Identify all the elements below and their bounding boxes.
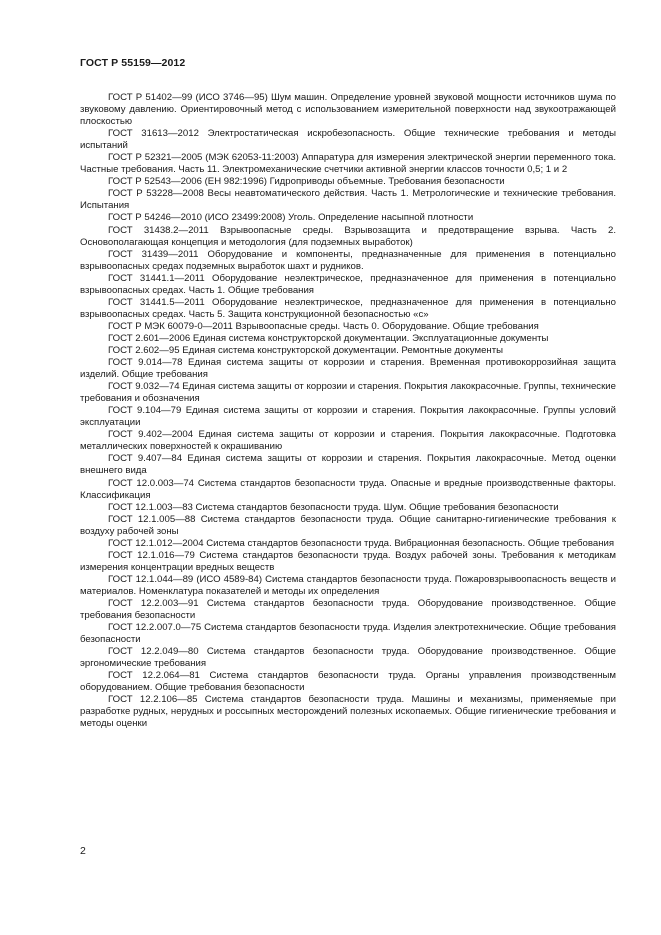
reference-item: ГОСТ Р 51402—99 (ИСО 3746—95) Шум машин. Определение уровней звуковой мощности источников шума по звуковому давлению. Ориентировочный метод с использованием измерительной поверхности над звукоотражающей плоскостью bbox=[80, 92, 616, 128]
reference-item: ГОСТ Р МЭК 60079-0—2011 Взрывоопасные среды. Часть 0. Оборудование. Общие требования bbox=[108, 320, 539, 332]
reference-item: ГОСТ Р 52321—2005 (МЭК 62053-11:2003) Аппаратура для измерения электрической энергии переменного тока. Частные требования. Часть 11. Электромеханические счетчики активной энергии классов точности 0,5; 1 и 2 bbox=[80, 152, 616, 176]
reference-item: ГОСТ 31439—2011 Оборудование и компоненты, предназначенные для применения в потенциально взрывоопасных средах подземных выработок шахт и рудников. bbox=[80, 248, 616, 272]
reference-item: ГОСТ 12.2.003—91 Система стандартов безопасности труда. Оборудование производственное. Общие требования безопасности bbox=[80, 597, 616, 622]
reference-item: ГОСТ Р 52543—2006 (ЕН 982:1996) Гидроприводы объемные. Требования безопасности bbox=[108, 176, 505, 188]
reference-item: ГОСТ 9.402—2004 Единая система защиты от коррозии и старения. Покрытия лакокрасочные. Подготовка металлических поверхностей к окрашиванию bbox=[80, 429, 616, 453]
reference-item: ГОСТ 31441.1—2011 Оборудование неэлектрическое, предназначенное для применения в потенциально взрывоопасных средах. Часть 1. Общие требования bbox=[80, 272, 616, 296]
reference-item: ГОСТ 12.2.064—81 Система стандартов безопасности труда. Органы управления производственным оборудованием. Общие требования безопасности bbox=[80, 670, 616, 694]
reference-item: ГОСТ 12.2.106—85 Система стандартов безопасности труда. Машины и механизмы, применяемые при разработке рудных, нерудных и россыпных месторождений полезных ископаемых. Общие гигиенические требования и методы оценки bbox=[80, 694, 616, 730]
reference-item: ГОСТ 12.2.007.0—75 Система стандартов безопасности труда. Изделия электротехнические. Общие требования безопасности bbox=[80, 622, 616, 646]
reference-item: ГОСТ Р 54246—2010 (ИСО 23499:2008) Уголь. Определение насыпной плотности bbox=[108, 212, 474, 224]
reference-item: ГОСТ 12.0.003—74 Система стандартов безопасности труда. Опасные и вредные производственные факторы. Классификация bbox=[80, 477, 616, 501]
reference-item: ГОСТ 12.1.044—89 (ИСО 4589-84) Система стандартов безопасности труда. Пожаровзрывоопасность веществ и материалов. Номенклатура показателей и методы их определения bbox=[80, 573, 616, 597]
reference-item: ГОСТ 12.1.005—88 Система стандартов безопасности труда. Общие санитарно-гигиенические требования к воздуху рабочей зоны bbox=[80, 513, 616, 537]
reference-item: ГОСТ 2.601—2006 Единая система конструкторской документации. Эксплуатационные документы bbox=[108, 332, 549, 344]
reference-item: ГОСТ 31441.5—2011 Оборудование неэлектрическое, предназначенное для применения в потенциально взрывоопасных средах. Часть 5. Защита конструкционной безопасностью «с» bbox=[80, 296, 616, 320]
reference-item: ГОСТ 31613—2012 Электростатическая искробезопасность. Общие технические требования и методы испытаний bbox=[80, 128, 616, 152]
reference-item: ГОСТ Р 53228—2008 Весы неавтоматического действия. Часть 1. Метрологические и технические требования. Испытания bbox=[80, 188, 616, 212]
reference-item: ГОСТ 9.407—84 Единая система защиты от коррозии и старения. Покрытия лакокрасочные. Метод оценки внешнего вида bbox=[80, 453, 616, 477]
reference-item: ГОСТ 12.1.016—79 Система стандартов безопасности труда. Воздух рабочей зоны. Требования к методикам измерения концентрации вредных веществ bbox=[80, 549, 616, 573]
reference-item: ГОСТ 12.2.049—80 Система стандартов безопасности труда. Оборудование производственное. Общие эргономические требования bbox=[80, 646, 616, 670]
reference-item: ГОСТ 12.1.012—2004 Система стандартов безопасности труда. Вибрационная безопасность. Общие требования bbox=[108, 537, 615, 549]
page-number: 2 bbox=[80, 845, 86, 857]
reference-item: ГОСТ 12.1.003—83 Система стандартов безопасности труда. Шум. Общие требования безопасности bbox=[108, 501, 559, 513]
normative-references-list bbox=[80, 92, 616, 730]
reference-item: ГОСТ 9.104—79 Единая система защиты от коррозии и старения. Покрытия лакокрасочные. Группы условий эксплуатации bbox=[80, 405, 616, 429]
document-header: ГОСТ Р 55159—2012 bbox=[80, 57, 186, 69]
reference-item: ГОСТ 9.032—74 Единая система защиты от коррозии и старения. Покрытия лакокрасочные. Группы, технические требования и обозначения bbox=[80, 381, 616, 405]
reference-item: ГОСТ 31438.2—2011 Взрывоопасные среды. Взрывозащита и предотвращение взрыва. Часть 2. Основополагающая концепция и методология (для подземных выработок) bbox=[80, 224, 616, 248]
reference-item: ГОСТ 9.014—78 Единая система защиты от коррозии и старения. Временная противокоррозийная защита изделий. Общие требования bbox=[80, 357, 616, 381]
reference-item: ГОСТ 2.602—95 Единая система конструкторской документации. Ремонтные документы bbox=[108, 344, 503, 356]
